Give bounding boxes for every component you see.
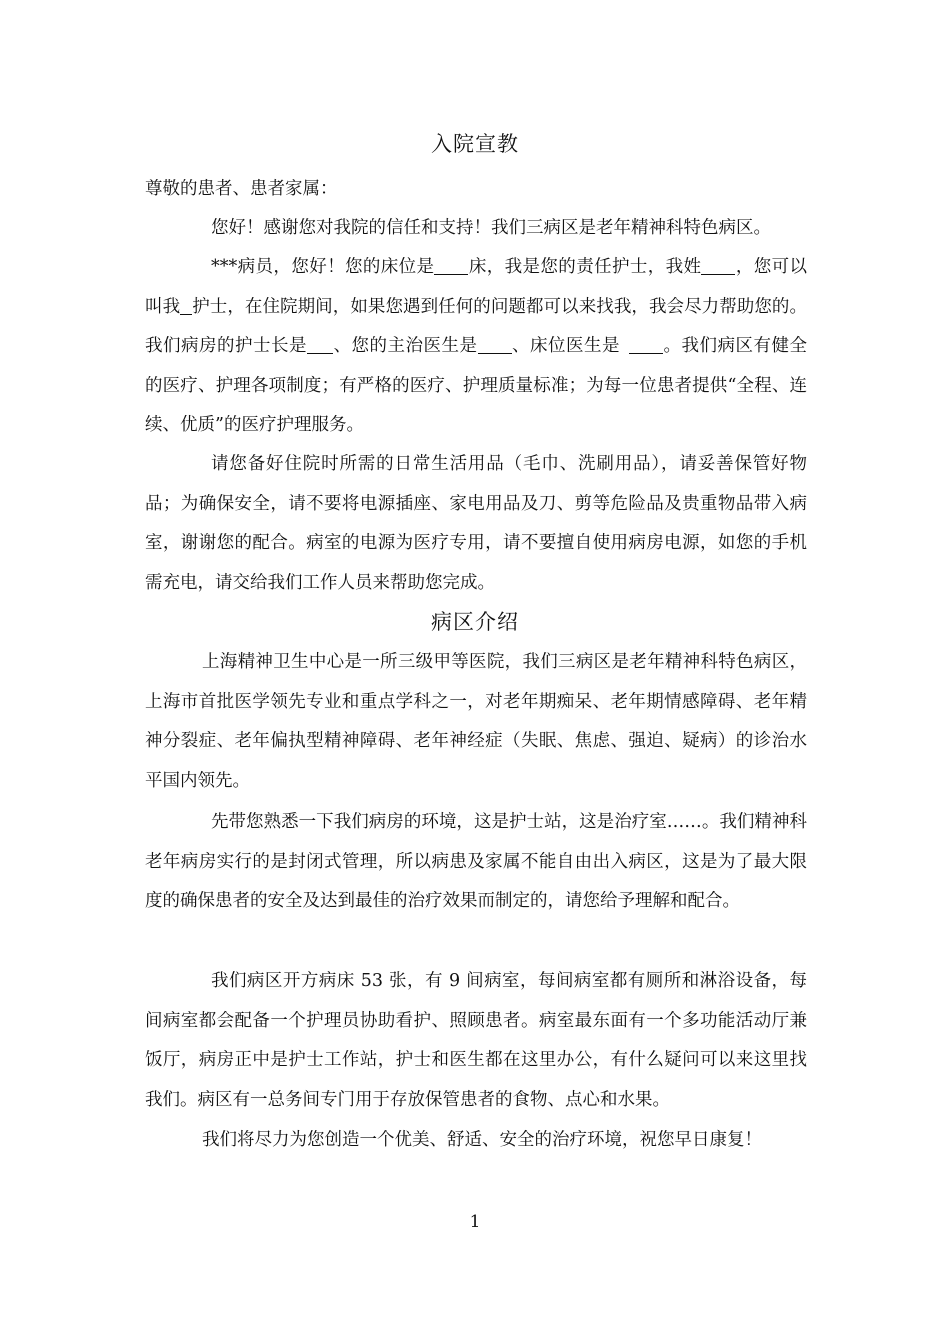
paragraph-ward-facilities: 我们病区开方病床 53 张，有 9 间病室，每间病室都有厕所和淋浴设备，每间病室都会配备一个护理员协助看护、照顾患者。病室最东面有一个多功能活动厅兼饭厅，病房正中是护士工作站，护士和医生都在这里办公，有什么疑问可以来这里找我们。病区有一总务间专门用于存放保管患者的食物、点心和水果。 (145, 971, 807, 1110)
paragraph-greeting: 您好！感谢您对我院的信任和支持！我们三病区是老年精神科特色病区。 (211, 218, 771, 238)
heading-ward-introduction: 病区介绍 (431, 610, 519, 634)
blank-head-nurse (307, 336, 333, 355)
salutation: 尊敬的患者、患者家属： (145, 179, 338, 199)
paragraph-ward-environment: 先带您熟悉一下我们病房的环境，这是护士站，这是治疗室……。我们精神科老年病房实行的是封闭式管理，所以病患及家属不能自由出入病区，这是为了最大限度的确保患者的安全及达到最佳的治疗效果而制定的，请您给予理解和配合。 (145, 812, 807, 911)
text-segment: 床，我是您的责任护士，我姓 (468, 257, 702, 277)
blank-bed-doctor (629, 336, 663, 355)
paragraph-nurse-intro (145, 248, 807, 446)
text-segment: ***病员，您好！您的床位是 (211, 257, 435, 277)
text-segment: 护士，在住院期间，如果您遇到任何的问题都可以来找我，我会尽力帮助您的。我们病房的护士长是 (145, 296, 808, 356)
blank-nurse-name (180, 296, 192, 315)
paragraph-belongings: 请您备好住院时所需的日常生活用品（毛巾、洗刷用品），请妥善保管好物品；为确保安全，请不要将电源插座、家电用品及刀、剪等危险品及贵重物品带入病室，谢谢您的配合。病室的电源为医疗专用，请不要擅自使用病房电源，如您的手机需充电，请交给我们工作人员来帮助您完成。 (145, 454, 807, 593)
text-segment: 、床位医生是 (511, 336, 620, 356)
paragraph-closing: 我们将尽力为您创造一个优美、舒适、安全的治疗环境，祝您早日康复！ (202, 1130, 762, 1150)
blank-nurse-surname (701, 257, 735, 276)
page-number: 1 (469, 1212, 481, 1232)
heading-admission-education: 入院宣教 (431, 132, 519, 156)
blank-bed-number (434, 257, 468, 276)
text-segment: ，您可以叫我 (145, 257, 808, 317)
text-segment: 。我们病区有健全的医疗、护理各项制度；有严格的医疗、护理质量标准；为每一位患者提供“全程、连续、优质”的医疗护理服务。 (145, 336, 807, 435)
blank-attending-doctor (478, 336, 512, 355)
text-segment: 、您的主治医生是 (333, 336, 478, 356)
paragraph-hospital-intro: 上海精神卫生中心是一所三级甲等医院，我们三病区是老年精神科特色病区，上海市首批医学领先专业和重点学科之一，对老年期痴呆、老年期情感障碍、老年精神分裂症、老年偏执型精神障碍、老年神经症（失眠、焦虑、强迫、疑病）的诊治水平国内领先。 (145, 652, 807, 791)
